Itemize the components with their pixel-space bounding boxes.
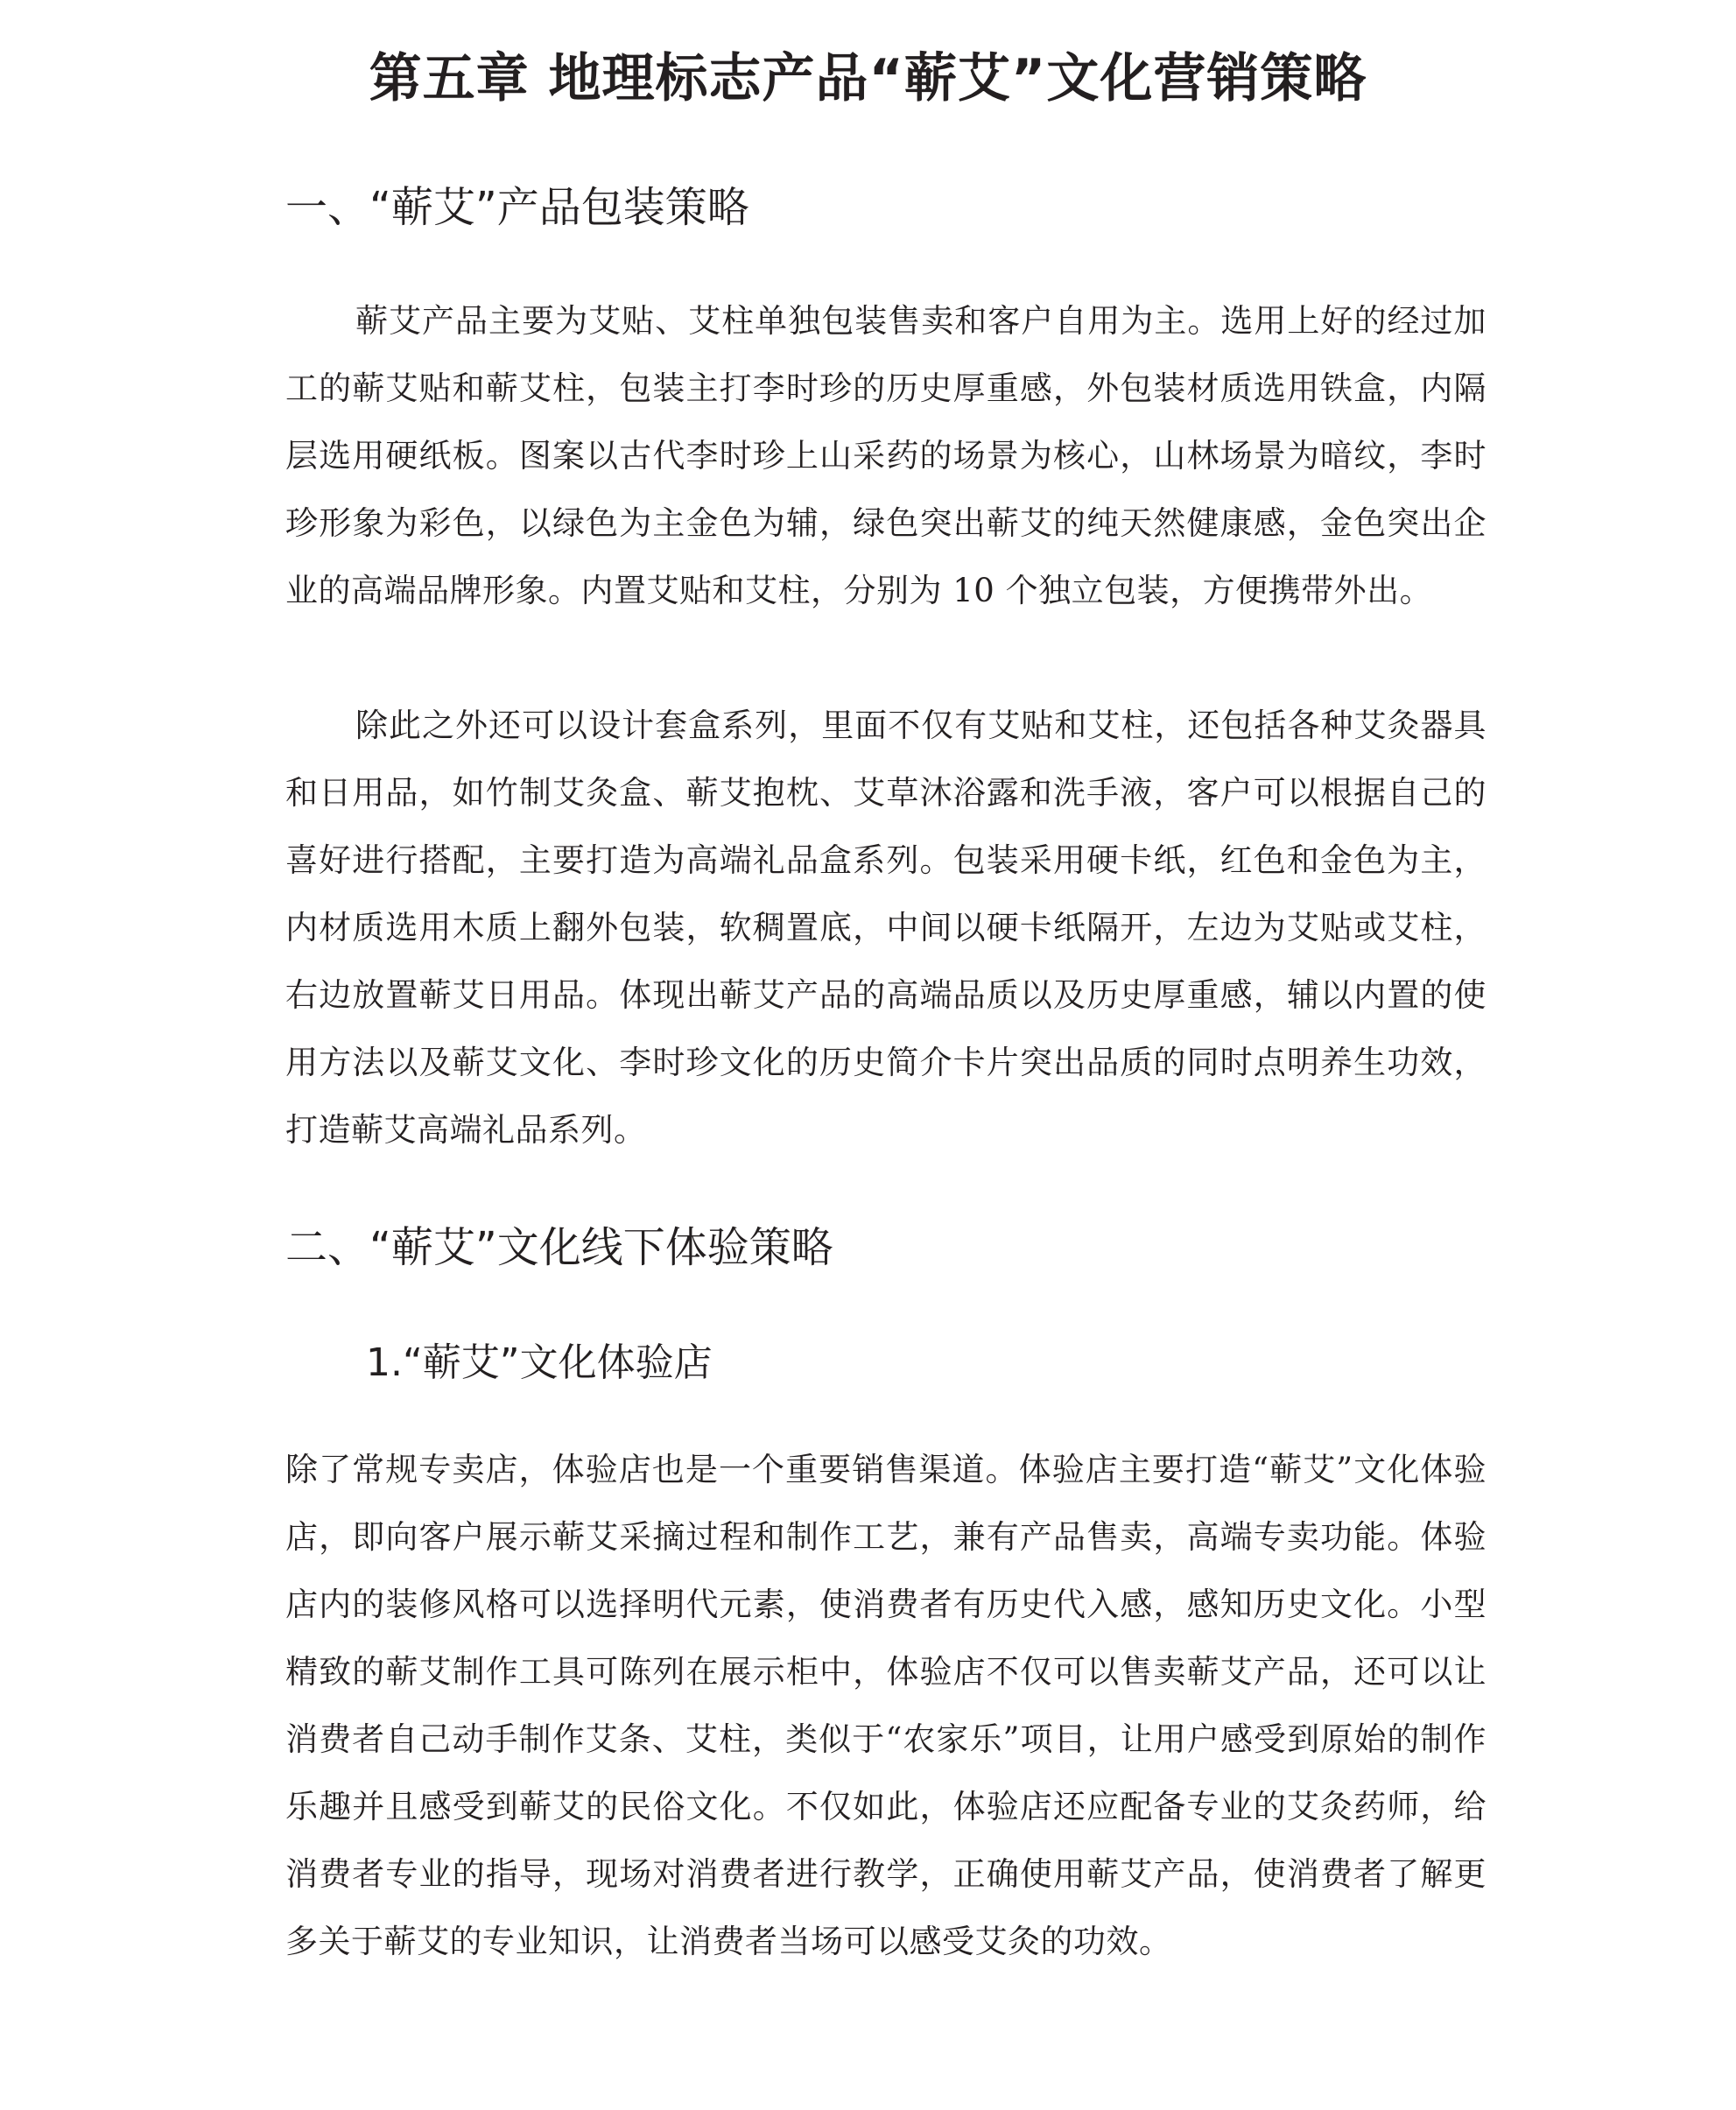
sub-heading-experience-store: 1.“蕲艾”文化体验店 — [366, 1340, 713, 1385]
paragraph-packaging-1: 蕲艾产品主要为艾贴、艾柱单独包装售卖和客户自用为主。选用上好的经过加工的蕲艾贴和蕲艾柱，包装主打李时珍的历史厚重感，外包装材质选用铁盒，内隔层选用硬纸板。图案以古代李时珍上山采药的场景为核心，山林场景为暗纹，李时珍形象为彩色，以绿色为主金色为辅，绿色突出蕲艾的纯天然健康感，金色突出企业的高端品牌形象。内置艾贴和艾柱，分别为 10 个独立包装，方便携带外出。 — [285, 302, 1486, 609]
chapter-title: 第五章 地理标志产品“蕲艾”文化营销策略 — [369, 48, 1367, 109]
paragraph-packaging-2: 除此之外还可以设计套盒系列，里面不仅有艾贴和艾柱，还包括各种艾灸器具和日用品，如竹制艾灸盒、蕲艾抱枕、艾草沐浴露和洗手液，客户可以根据自己的喜好进行搭配，主要打造为高端礼品盒系列。包装采用硬卡纸，红色和金色为主，内材质选用木质上翻外包装，软稠置底，中间以硬卡纸隔开，左边为艾贴或艾柱，右边放置蕲艾日用品。体现出蕲艾产品的高端品质以及历史厚重感，辅以内置的使用方法以及蕲艾文化、李时珍文化的历史简介卡片突出品质的同时点明养生功效，打造蕲艾高端礼品系列。 — [285, 707, 1486, 1149]
paragraph-experience-store: 除了常规专卖店，体验店也是一个重要销售渠道。体验店主要打造“蕲艾”文化体验店，即向客户展示蕲艾采摘过程和制作工艺，兼有产品售卖，高端专卖功能。体验店内的装修风格可以选择明代元素，使消费者有历史代入感，感知历史文化。小型精致的蕲艾制作工具可陈列在展示柜中，体验店不仅可以售卖蕲艾产品，还可以让消费者自己动手制作艾条、艾柱，类似于“农家乐”项目，让用户感受到原始的制作乐趣并且感受到蕲艾的民俗文化。不仅如此，体验店还应配备专业的艾灸药师，给消费者专业的指导，现场对消费者进行教学，正确使用蕲艾产品，使消费者了解更多关于蕲艾的专业知识，让消费者当场可以感受艾灸的功效。 — [285, 1451, 1486, 1960]
section-heading-packaging: 一、“蕲艾”产品包装策略 — [285, 183, 749, 232]
section-heading-offline-experience: 二、“蕲艾”文化线下体验策略 — [285, 1223, 833, 1272]
